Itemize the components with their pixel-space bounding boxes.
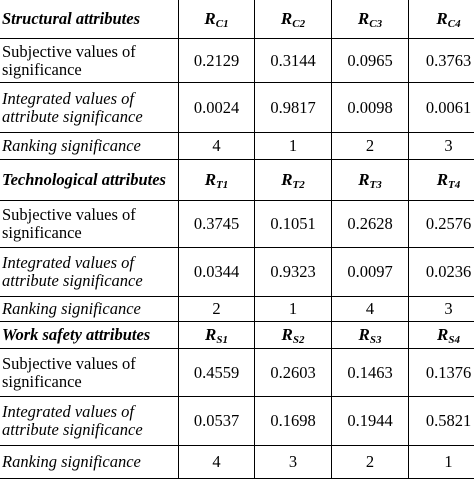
- table-cell: 0.1051: [255, 201, 332, 248]
- attribute-symbol: $R_{S4}$: [409, 322, 474, 349]
- table-cell: 4: [332, 297, 409, 322]
- row-label-integrated: Integrated values of attribute significance: [0, 248, 179, 297]
- table-cell: 2: [332, 133, 409, 160]
- attribute-symbol: $R_{T3}$: [332, 160, 409, 201]
- table-cell: 0.4559: [179, 349, 255, 397]
- table-cell: 0.0236: [409, 248, 474, 297]
- attribute-symbol: $R_{C2}$: [255, 0, 332, 39]
- table-row: [0, 133, 474, 160]
- table-cell: 0.2576: [409, 201, 474, 248]
- table-cell: 0.1463: [332, 349, 409, 397]
- row-label-integrated: Integrated values of attribute significance: [0, 83, 179, 133]
- table-cell: 0.9323: [255, 248, 332, 297]
- table-cell: 4: [179, 446, 255, 479]
- attribute-symbol: $R_{S1}$: [179, 322, 255, 349]
- table-cell: 0.1376: [409, 349, 474, 397]
- table-cell: 0.0965: [332, 39, 409, 83]
- table-cell: 0.1698: [255, 397, 332, 446]
- table-cell: 0.0097: [332, 248, 409, 297]
- table-cell: 2: [332, 446, 409, 479]
- table-cell: 0.2628: [332, 201, 409, 248]
- row-label-subjective: Subjective values of significance: [0, 201, 179, 248]
- section-header-row: [0, 0, 474, 39]
- table-row: [0, 83, 474, 133]
- table-cell: 0.0098: [332, 83, 409, 133]
- table-row: [0, 39, 474, 83]
- table-cell: 0.0537: [179, 397, 255, 446]
- table-row: [0, 446, 474, 479]
- table-cell: 0.3745: [179, 201, 255, 248]
- table-row: [0, 297, 474, 322]
- table-cell: 1: [409, 446, 474, 479]
- attribute-symbol: $R_{S2}$: [255, 322, 332, 349]
- table-cell: 0.1944: [332, 397, 409, 446]
- table-cell: 4: [179, 133, 255, 160]
- table-cell: 0.0024: [179, 83, 255, 133]
- section-header-row: [0, 160, 474, 201]
- section-header-row: [0, 322, 474, 349]
- table-cell: 0.3763: [409, 39, 474, 83]
- table-cell: 3: [409, 297, 474, 322]
- table-cell: 3: [409, 133, 474, 160]
- row-label-ranking: Ranking significance: [0, 133, 179, 160]
- table-cell: 0.0344: [179, 248, 255, 297]
- section-title: Technological attributes: [0, 160, 179, 201]
- row-label-subjective: Subjective values of significance: [0, 39, 179, 83]
- attribute-symbol: $R_{C3}$: [332, 0, 409, 39]
- table-cell: 1: [255, 133, 332, 160]
- attribute-symbol: $R_{T1}$: [179, 160, 255, 201]
- table-row: [0, 397, 474, 446]
- table-cell: 0.3144: [255, 39, 332, 83]
- table-row: [0, 201, 474, 248]
- attribute-symbol: $R_{S3}$: [332, 322, 409, 349]
- row-label-subjective: Subjective values of significance: [0, 349, 179, 397]
- section-title: Work safety attributes: [0, 322, 179, 349]
- row-label-ranking: Ranking significance: [0, 446, 179, 479]
- table-cell: 0.0061: [409, 83, 474, 133]
- table-cell: 0.2603: [255, 349, 332, 397]
- table-cell: 2: [179, 297, 255, 322]
- table-row: [0, 349, 474, 397]
- row-label-integrated: Integrated values of attribute significance: [0, 397, 179, 446]
- table-cell: 0.2129: [179, 39, 255, 83]
- attribute-symbol: $R_{T4}$: [409, 160, 474, 201]
- row-label-ranking: Ranking significance: [0, 297, 179, 322]
- table-cell: 3: [255, 446, 332, 479]
- table-cell: 0.5821: [409, 397, 474, 446]
- section-title: Structural attributes: [0, 0, 179, 39]
- attribute-symbol: $R_{C4}$: [409, 0, 474, 39]
- table-row: [0, 248, 474, 297]
- attribute-symbol: $R_{C1}$: [179, 0, 255, 39]
- table-cell: 0.9817: [255, 83, 332, 133]
- table-cell: 1: [255, 297, 332, 322]
- attribute-symbol: $R_{T2}$: [255, 160, 332, 201]
